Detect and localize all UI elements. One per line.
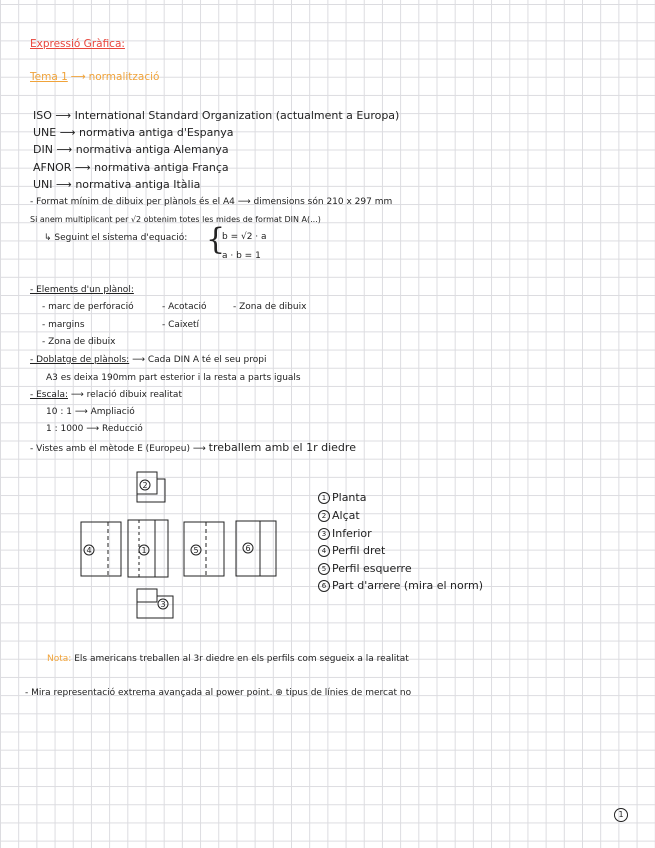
standard-abbr: ISO [33, 109, 52, 122]
arrow-icon: ⟶ [56, 178, 72, 191]
legend-text: Perfil esquerre [332, 562, 412, 575]
multiply-line: Si anem multiplicant per √2 obtenim totes les mides de format DIN A(...) [30, 215, 321, 224]
legend-number: 3 [318, 528, 330, 540]
page-title: Expressió Gràfica: [30, 38, 125, 50]
legend-text: Perfil dret [332, 544, 386, 557]
nota-label: Nota: [47, 654, 72, 664]
element-item: - marc de perforació [42, 302, 134, 312]
standard-abbr: UNI [33, 178, 53, 191]
arrow-icon: ⟶ [74, 161, 91, 174]
arrow-icon: ⟶ [55, 109, 72, 122]
doblatge-heading: - Doblatge de plànols: [30, 355, 130, 365]
vistes-right: treballem amb el 1r diedre [208, 441, 356, 454]
view-label: 5 [193, 546, 199, 555]
doblatge-text: Cada DIN A té el seu propi [147, 355, 267, 365]
element-item: - Zona de dibuix [233, 302, 307, 312]
equation-1: b = √2 · a [222, 232, 267, 242]
arrow-icon: ⟶ [70, 71, 86, 83]
legend-text: Inferior [332, 527, 372, 540]
escala-ratio: 1 : 1000 [46, 424, 84, 434]
legend-text: Planta [332, 491, 367, 504]
system-intro: ↳ Seguint el sistema d'equació: [44, 233, 188, 243]
legend-number: 5 [318, 563, 330, 575]
tema-topic: normalització [88, 71, 160, 83]
legend-item [318, 580, 483, 592]
standard-abbr: DIN [33, 143, 53, 156]
legend-number: 4 [318, 545, 330, 557]
element-item: - Caixetí [162, 320, 200, 330]
arrow-icon: ⟶ [192, 444, 206, 454]
view-5-box [184, 522, 224, 576]
legend-text: Alçat [332, 509, 360, 522]
arrow-icon: ⟶ [74, 407, 88, 417]
view-1-box [128, 520, 168, 577]
vistes-left: - Vistes amb el mètode E (Europeu) [30, 444, 191, 454]
view-label: 2 [142, 481, 148, 490]
tema-label: Tema 1 [30, 71, 68, 83]
standard-abbr: AFNOR [33, 161, 72, 174]
legend-item [318, 563, 412, 575]
legend-text: Part d'arrere (mira el norm) [332, 579, 484, 592]
view-label: 1 [141, 546, 147, 555]
standard-text: normativa antiga Itàlia [75, 178, 201, 191]
element-item: - Acotació [162, 302, 207, 312]
arrow-icon: ⟶ [132, 355, 145, 365]
final-line: - Mira representació extrema avançada al power point. ⊕ tipus de línies de mercat no [25, 688, 412, 698]
nota-text: Els americans treballen al 3r diedre en els perfils com segueix a la realitat [74, 654, 409, 664]
standard-text: normativa antiga d'Espanya [79, 126, 234, 139]
legend-item [318, 492, 366, 504]
element-item: - Zona de dibuix [42, 337, 116, 347]
escala-text: relació dibuix realitat [86, 390, 182, 400]
arrow-icon: ⟶ [59, 126, 76, 139]
page-number: 1 [614, 808, 628, 822]
legend-item [318, 528, 372, 540]
doblatge-detail: A3 es deixa 190mm part esterior i la resta a parts iguals [46, 373, 301, 383]
escala-ratio: 10 : 1 [46, 407, 72, 417]
standard-text: normativa antiga França [94, 161, 229, 174]
legend-item [318, 545, 385, 557]
nota-line [47, 654, 409, 665]
standard-text: International Standard Organization (actualment a Europa) [74, 109, 400, 122]
format-line: - Format mínim de dibuix per plànols és el A4 ⟶ dimensions són 210 x 297 mm [30, 197, 393, 207]
arrow-icon: ⟶ [70, 390, 84, 400]
escala-example-text: Ampliació [90, 407, 135, 417]
escala-heading: - Escala: [30, 390, 68, 400]
brace-icon: { [206, 222, 226, 257]
arrow-icon: ⟶ [56, 143, 73, 156]
standard-text: normativa antiga Alemanya [75, 143, 229, 156]
legend-number: 2 [318, 510, 330, 522]
elements-heading: - Elements d'un plànol: [30, 285, 134, 295]
view-3-box [137, 589, 157, 602]
view-label: 4 [86, 546, 92, 555]
arrow-icon: ⟶ [86, 424, 100, 434]
legend-number: 6 [318, 580, 330, 592]
escala-example-text: Reducció [102, 424, 143, 434]
element-item: - margins [42, 320, 85, 330]
view-6-box [236, 521, 276, 576]
view-label: 3 [160, 600, 166, 609]
legend-item [318, 510, 360, 522]
equation-2: a · b = 1 [222, 251, 261, 261]
legend-number: 1 [318, 492, 330, 504]
standard-abbr: UNE [33, 126, 57, 139]
view-label: 6 [245, 544, 251, 553]
